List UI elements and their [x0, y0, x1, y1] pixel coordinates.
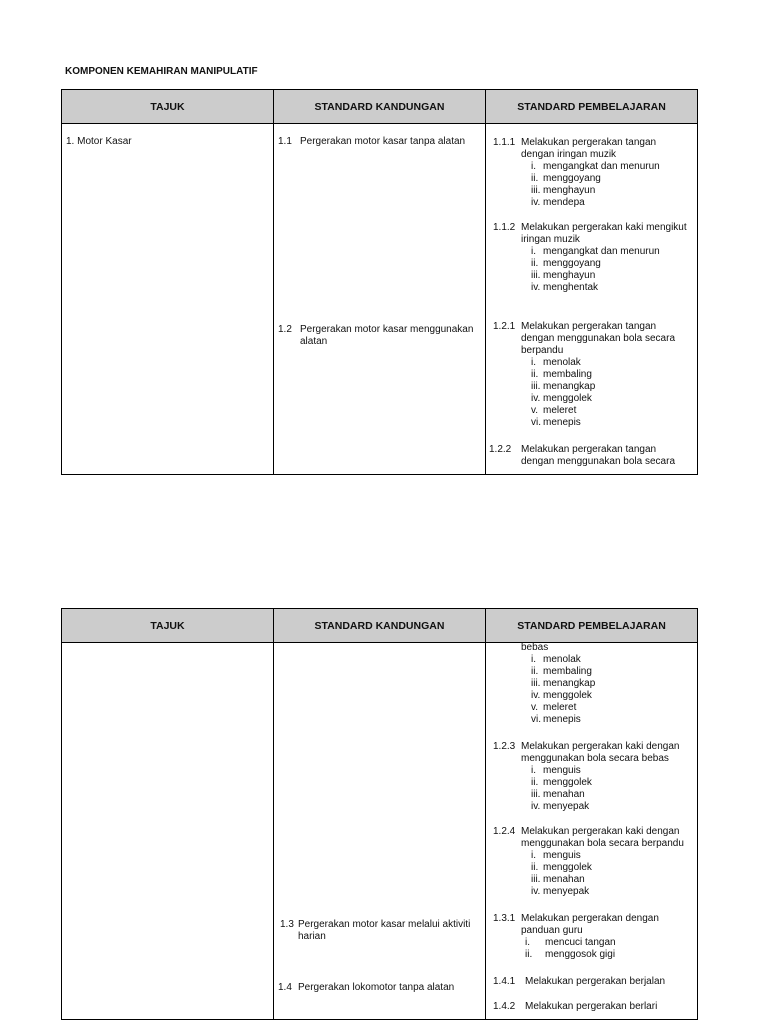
header-tajuk: TAJUK	[62, 609, 274, 643]
sp-text: Melakukan pergerakan tangan	[521, 444, 657, 455]
list-item: iv. menyepak	[531, 886, 590, 897]
sp-text: Melakukan pergerakan dengan	[521, 913, 659, 924]
sp-text-cont: menggunakan bola secara berpandu	[521, 838, 684, 849]
list-item: i. mengangkat dan menurun	[531, 246, 660, 257]
sp-number: 1.2.2	[489, 444, 512, 455]
list-item: iii. menangkap	[531, 381, 596, 392]
list-item: iv. mendepa	[531, 197, 585, 208]
list-item: ii. menggoyang	[531, 258, 601, 269]
list-item: i. menolak	[531, 357, 581, 368]
list-item: ii. membaling	[531, 369, 592, 380]
table-row	[62, 124, 698, 475]
sp-text: Melakukan pergerakan kaki mengikut	[521, 222, 687, 233]
sk-number: 1.3	[280, 919, 294, 930]
list-item: ii. menggoyang	[531, 173, 601, 184]
list-item: iii. menghayun	[531, 270, 596, 281]
sp-1-4-2	[493, 1001, 657, 1013]
standard-pembelajaran-cell	[486, 124, 698, 475]
sp-1-2-1	[493, 321, 693, 429]
sp-text: Melakukan pergerakan tangan	[521, 321, 657, 332]
list-item: i. mencuci tangan	[525, 937, 616, 948]
sk-1-1	[278, 136, 465, 148]
sp-1-2-2	[489, 444, 693, 468]
sk-number: 1.2	[278, 324, 292, 335]
sp-1-1-1	[493, 137, 693, 209]
tajuk-cell	[62, 643, 274, 1020]
tajuk-cell	[62, 124, 274, 475]
sk-text-cont: harian	[298, 931, 326, 942]
list-item: ii. menggolek	[531, 862, 592, 873]
header-standard-kandungan: STANDARD KANDUNGAN	[274, 90, 486, 124]
tajuk-motor-kasar: 1. Motor Kasar	[66, 136, 132, 147]
standards-table-1	[61, 89, 698, 475]
header-standard-pembelajaran: STANDARD PEMBELAJARAN	[486, 609, 698, 643]
list-item: vi. menepis	[531, 417, 581, 428]
sk-1-3	[280, 919, 470, 943]
sp-text-cont: berpandu	[521, 345, 564, 356]
list-item: ii. menggosok gigi	[525, 949, 616, 960]
table-header-row	[62, 609, 698, 643]
list-item: i. menguis	[531, 850, 581, 861]
sp-1-4-1	[493, 976, 665, 988]
sp-item-list	[531, 246, 693, 294]
list-item: iii. menahan	[531, 789, 585, 800]
list-item: v. meleret	[531, 405, 577, 416]
sp-number: 1.4.1	[493, 976, 516, 987]
table-row	[62, 643, 698, 1020]
sp-item-list	[531, 850, 693, 898]
sp-number: 1.3.1	[493, 913, 516, 924]
sp-text-cont: menggunakan bola secara bebas	[521, 753, 669, 764]
sp-text: Melakukan pergerakan kaki dengan	[521, 741, 680, 752]
sp-text: Melakukan pergerakan tangan	[521, 137, 657, 148]
sp-text-cont: dengan menggunakan bola secara	[521, 333, 676, 344]
sp-text-cont: dengan menggunakan bola secara	[521, 456, 676, 467]
header-standard-pembelajaran: STANDARD PEMBELAJARAN	[486, 90, 698, 124]
sp-text-cont: panduan guru	[521, 925, 583, 936]
sp-item-list	[531, 357, 693, 429]
sp-number: 1.2.1	[493, 321, 516, 332]
list-item: iii. menghayun	[531, 185, 596, 196]
sk-number: 1.4	[278, 982, 292, 993]
sk-1-4	[278, 982, 454, 994]
sk-text: Pergerakan motor kasar menggunakan	[300, 324, 474, 335]
list-item: iv. menggolek	[531, 393, 592, 404]
list-item: i. menolak	[531, 654, 581, 665]
sp-1-2-2-continued	[521, 642, 693, 726]
sk-text-cont: alatan	[300, 336, 328, 347]
sk-number: 1.1	[278, 136, 292, 147]
header-tajuk: TAJUK	[62, 90, 274, 124]
sp-text: Melakukan pergerakan berjalan	[525, 976, 666, 987]
sp-1-1-2	[493, 222, 693, 294]
page-title: KOMPONEN KEMAHIRAN MANIPULATIF	[65, 66, 258, 77]
sp-number: 1.1.1	[493, 137, 516, 148]
sp-1-2-3	[493, 741, 693, 813]
sp-item-list	[531, 654, 693, 726]
list-item: i. mengangkat dan menurun	[531, 161, 660, 172]
list-item: vi. menepis	[531, 714, 581, 725]
sp-item-list	[525, 937, 693, 961]
standard-pembelajaran-cell	[486, 643, 698, 1020]
standard-kandungan-cell	[274, 643, 486, 1020]
table-header-row	[62, 90, 698, 124]
header-standard-kandungan: STANDARD KANDUNGAN	[274, 609, 486, 643]
list-item: iii. menangkap	[531, 678, 596, 689]
list-item: iii. menahan	[531, 874, 585, 885]
list-item: i. menguis	[531, 765, 581, 776]
sp-text: Melakukan pergerakan kaki dengan	[521, 826, 680, 837]
list-item: iv. menyepak	[531, 801, 590, 812]
standard-kandungan-cell	[274, 124, 486, 475]
sk-text: Pergerakan motor kasar tanpa alatan	[300, 136, 466, 147]
list-item: iv. menghentak	[531, 282, 599, 293]
sp-1-3-1	[493, 913, 693, 961]
sp-item-list	[531, 161, 693, 209]
sp-text-cont: iringan muzik	[521, 234, 580, 245]
list-item: iv. menggolek	[531, 690, 592, 701]
sp-text-cont: bebas	[521, 642, 549, 653]
list-item: ii. menggolek	[531, 777, 592, 788]
sp-1-2-4	[493, 826, 693, 898]
sp-number: 1.2.4	[493, 826, 516, 837]
sp-number: 1.2.3	[493, 741, 516, 752]
list-item: ii. membaling	[531, 666, 592, 677]
sp-item-list	[531, 765, 693, 813]
standards-table-2	[61, 608, 698, 1020]
sp-text-cont: dengan iringan muzik	[521, 149, 617, 160]
sp-number: 1.4.2	[493, 1001, 516, 1012]
sp-number: 1.1.2	[493, 222, 516, 233]
list-item: v. meleret	[531, 702, 577, 713]
sk-1-2	[278, 324, 473, 348]
sk-text: Pergerakan motor kasar melalui aktiviti	[298, 919, 471, 930]
sp-text: Melakukan pergerakan berlari	[525, 1001, 658, 1012]
sk-text: Pergerakan lokomotor tanpa alatan	[298, 982, 455, 993]
